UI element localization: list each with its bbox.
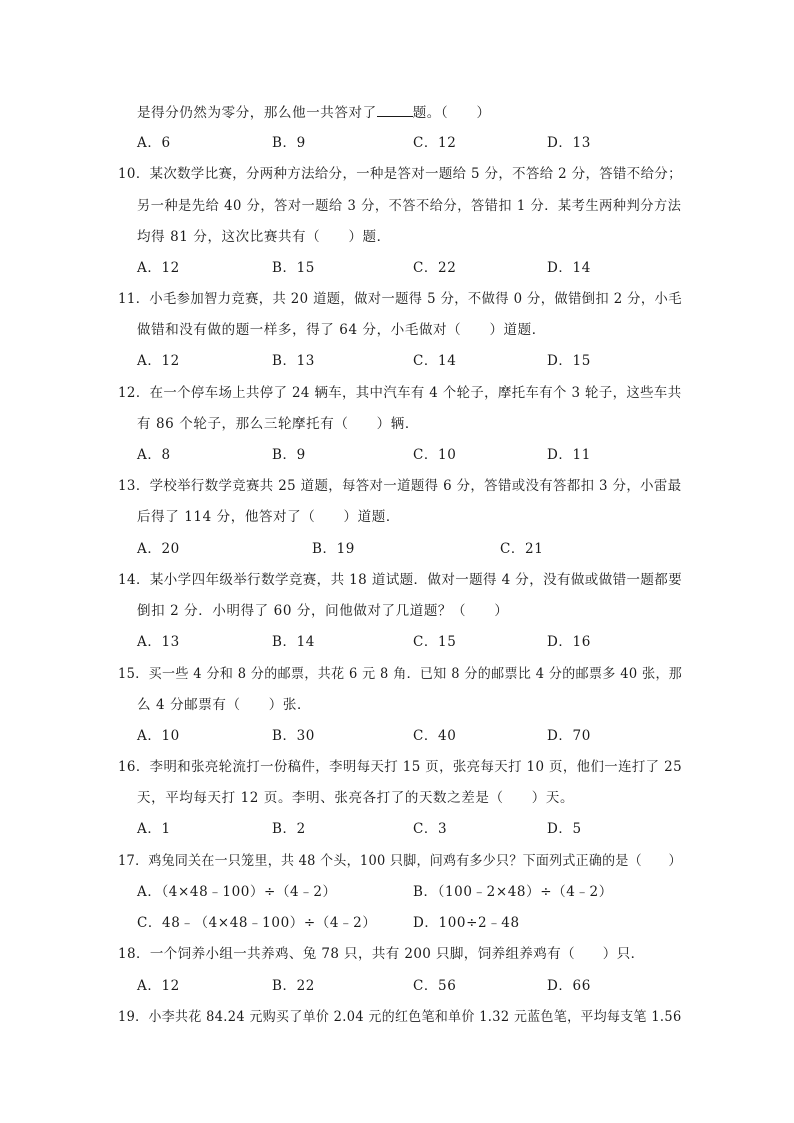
q10-option-d: D．14 [547,260,591,276]
q16-line-2: 天，平均每天打 12 页。李明、张亮各打了的天数之差是（ ）天。 [137,790,575,806]
q16-option-a: A．1 [137,821,171,837]
q13-option-c: C．21 [500,541,544,557]
q9-text-end: 题。（ ） [412,105,491,121]
q15-option-b: B．30 [272,728,315,744]
q9-text: 是得分仍然为零分，那么他一共答对了 [137,105,377,121]
q10-option-a: A．12 [137,260,180,276]
q11-option-d: D．15 [547,353,591,369]
q11-line-1: 11．小毛参加智力竞赛，共 20 道题，做对一题得 5 分，不做得 0 分，做错倒扣 2 分，小毛 [118,291,682,307]
q11-option-c: C．14 [413,353,457,369]
q15-line-2: 么 4 分邮票有（ ）张． [137,697,312,713]
q18-option-a: A．12 [137,978,180,994]
q10-line-1: 10．某次数学比赛，分两种方法给分，一种是答对一题给 5 分，不答给 2 分，答错不给分； [118,166,682,182]
q15-option-c: C．40 [413,728,457,744]
q14-line-1: 14．某小学四年级举行数学竞赛，共 18 道试题．做对一题得 4 分，没有做或做错一题都要 [118,572,683,588]
q17-option-d: D．100÷2﹣48 [413,915,520,931]
q14-line-2: 倒扣 2 分．小明得了 60 分，问他做对了几道题？（ ） [137,603,509,619]
q10-line-2: 另一种是先给 40 分，答对一题给 3 分，不答不给分，答错扣 1 分．某考生两种判分方法 [137,198,682,214]
q12-option-a: A．8 [137,447,171,463]
q10-option-b: B．15 [272,260,315,276]
q16-line-1: 16．李明和张亮轮流打一份稿件，李明每天打 15 页，张亮每天打 10 页，他们一连打了 25 [118,759,682,775]
q14-option-b: B．14 [272,634,315,650]
q18-option-c: C．56 [413,978,457,994]
q9-continuation [137,102,491,123]
q12-line-2: 有 86 个轮子，那么三轮摩托有（ ）辆． [137,416,419,432]
q17-option-b: B．（100﹣2×48）÷（4﹣2） [413,884,613,900]
q9-option-c: C．12 [413,135,457,151]
q11-option-b: B．13 [272,353,315,369]
q9-option-d: D．13 [547,135,591,151]
q15-option-d: D．70 [547,728,591,744]
q10-line-3: 均得 81 分，这次比赛共有（ ）题． [137,229,391,245]
q9-option-b: B．9 [272,135,306,151]
q16-option-d: D．5 [547,821,582,837]
q19-line-1: 19．小李共花 84.24 元购买了单价 2.04 元的红色笔和单价 1.32 元蓝色笔，平均每支笔 1.56 [118,1009,682,1025]
q16-option-c: C．3 [413,821,448,837]
q13-option-a: A．20 [137,541,180,557]
q12-option-d: D．11 [547,447,591,463]
q12-option-b: B．9 [272,447,306,463]
q18-option-b: B．22 [272,978,315,994]
q13-option-b: B．19 [312,541,355,557]
q12-line-1: 12．在一个停车场上共停了 24 辆车，其中汽车有 4 个轮子，摩托车有个 3 轮子，这些车共 [118,385,682,401]
q17-option-c: C．48﹣（4×48﹣100）÷（4﹣2） [137,915,377,931]
q17-option-a: A．（4×48﹣100）÷（4﹣2） [137,884,337,900]
q14-option-c: C．15 [413,634,457,650]
q17-line-1: 17．鸡兔同关在一只笼里，共 48 个头，100 只脚，问鸡有多少只？下面列式正确的是（ ） [118,853,682,869]
q9-option-a: A．6 [137,135,171,151]
q15-line-1: 15．买一些 4 分和 8 分的邮票，共花 6 元 8 角．已知 8 分的邮票比 4 分的邮票多 40 张，那 [118,666,683,682]
q16-option-b: B．2 [272,821,306,837]
q11-option-a: A．12 [137,353,180,369]
q11-line-2: 做错和没有做的题一样多，得了 64 分，小毛做对（ ）道题． [137,322,546,338]
q14-option-a: A．13 [137,634,180,650]
q14-option-d: D．16 [547,634,591,650]
q18-line-1: 18．一个饲养小组一共养鸡、兔 78 只，共有 200 只脚，饲养组养鸡有（ ）只． [118,946,645,962]
q18-option-d: D．66 [547,978,591,994]
q13-line-1: 13．学校举行数学竞赛共 25 道题，每答对一道题得 6 分，答错或没有答都扣 3 分，小雷最 [118,478,682,494]
answer-blank [377,102,413,117]
q15-option-a: A．10 [137,728,180,744]
q10-option-c: C．22 [413,260,457,276]
q12-option-c: C．10 [413,447,457,463]
q13-line-2: 后得了 114 分，他答对了（ ）道题． [137,509,400,525]
